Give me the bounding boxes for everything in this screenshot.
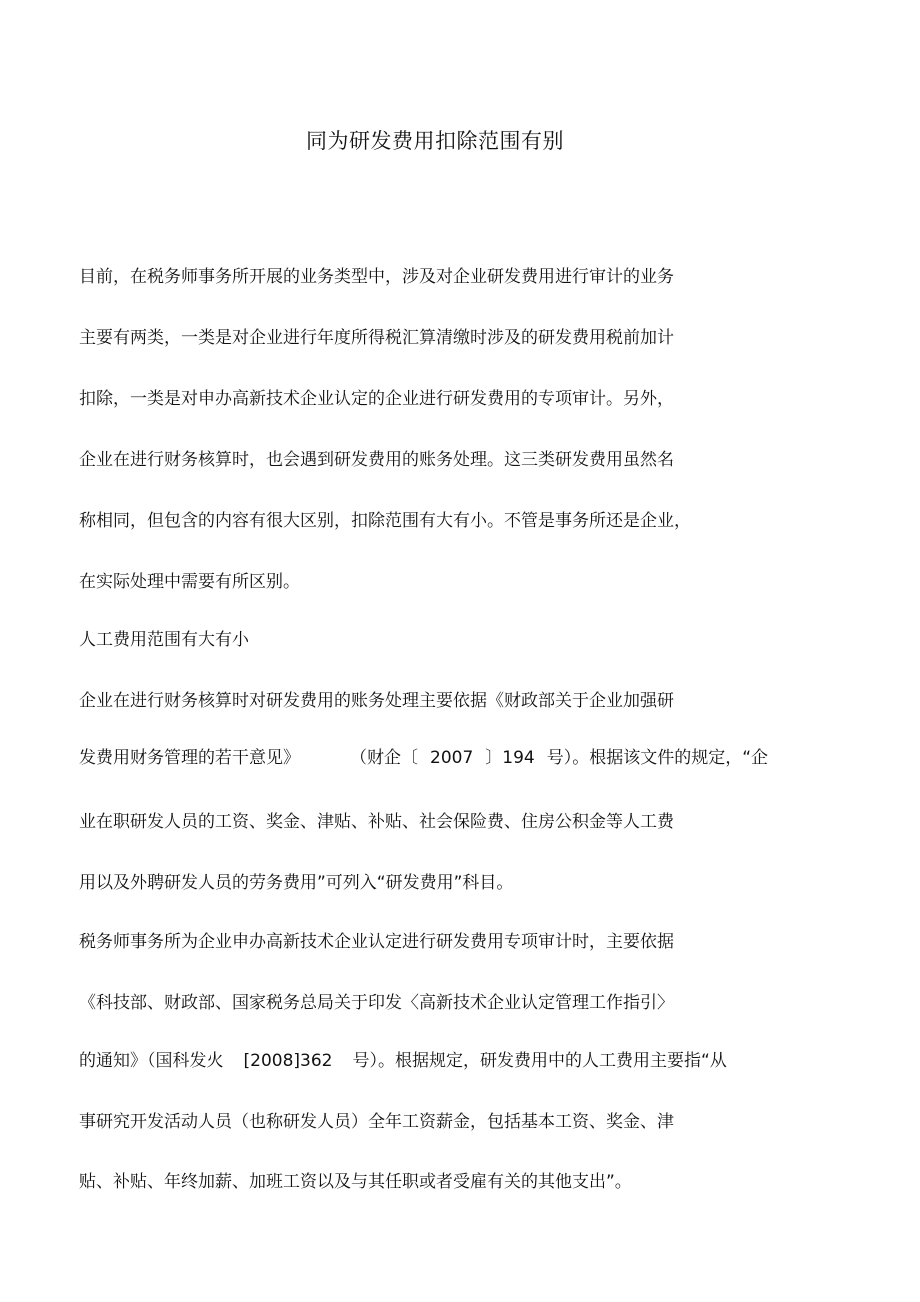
text-run: 的通知》（国科发火 (79, 1051, 224, 1071)
text-run: 号）。根据规定，研发费用中的人工费用主要指“从 (352, 1051, 727, 1071)
paragraph-line: 贴、补贴、年终加薪、加班工资以及与其任职或者受雇有关的其他支出”。 (79, 1172, 632, 1192)
section-heading: 人工费用范围有大有小 (79, 630, 249, 650)
text-run: 〕194 (485, 748, 535, 768)
paragraph-line: 企业在进行财务核算时对研发费用的账务处理主要依据《财政部关于企业加强研 (79, 691, 674, 711)
paragraph-line: 税务师事务所为企业申办高新技术企业认定进行研发费用专项审计时，主要依据 (79, 932, 674, 952)
text-run: 2007 (430, 748, 474, 768)
paragraph-line: 用以及外聘研发人员的劳务费用”可列入“研发费用”科目。 (79, 873, 514, 893)
paragraph-line: 《科技部、财政部、国家税务总局关于印发〈高新技术企业认定管理工作指引〉 (79, 993, 674, 1013)
paragraph-line (79, 1049, 727, 1073)
paragraph-line: 在实际处理中需要有所区别。 (79, 572, 300, 592)
paragraph-line: 目前，在税务师事务所开展的业务类型中，涉及对企业研发费用进行审计的业务 (79, 267, 674, 287)
text-run: 号）。根据该文件的规定，“企 (546, 748, 769, 768)
paragraph-line: 称相同，但包含的内容有很大区别，扣除范围有大有小。不管是事务所还是企业， (79, 511, 691, 531)
text-run: （财企〔 (350, 748, 418, 768)
paragraph-line: 主要有两类，一类是对企业进行年度所得税汇算清缴时涉及的研发费用税前加计 (79, 328, 674, 348)
paragraph-line: 事研究开发活动人员（也称研发人员）全年工资薪金，包括基本工资、奖金、津 (79, 1112, 674, 1132)
text-run: [2008]362 (243, 1051, 333, 1071)
document-title: 同为研发费用扣除范围有别 (306, 129, 564, 153)
paragraph-line: 扣除，一类是对申办高新技术企业认定的企业进行研发费用的专项审计。另外， (79, 389, 674, 409)
paragraph-line: 企业在进行财务核算时，也会遇到研发费用的账务处理。这三类研发费用虽然名 (79, 450, 674, 470)
paragraph-line (79, 746, 768, 770)
text-run: 发费用财务管理的若干意见》 (79, 748, 300, 768)
paragraph-line: 业在职研发人员的工资、奖金、津贴、补贴、社会保险费、住房公积金等人工费 (79, 812, 674, 832)
